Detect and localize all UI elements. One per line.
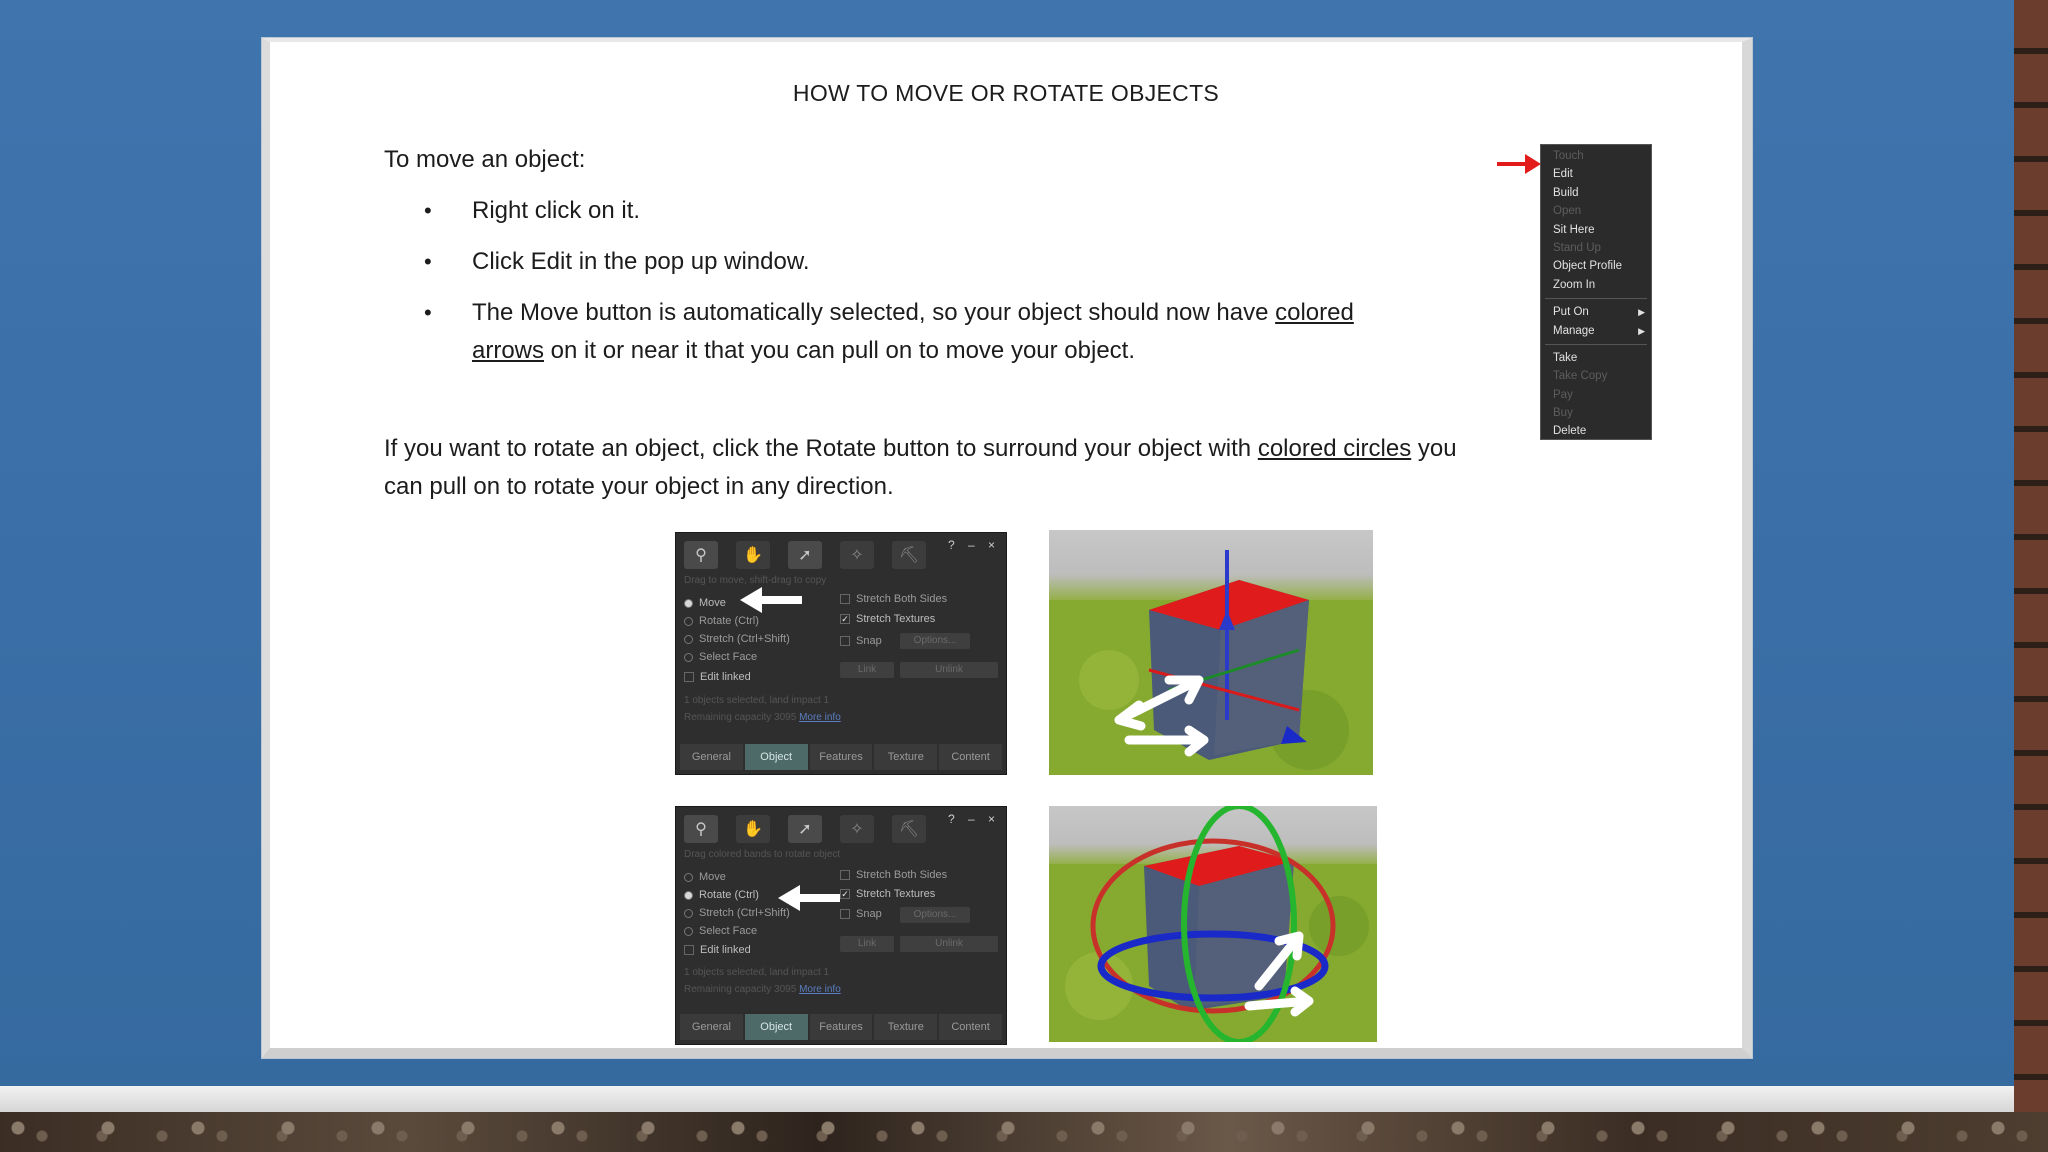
rotate-paragraph: If you want to rotate an object, click the Rotate button to surround your object with colored circles you can pull on to rotate your object in any direction.: [384, 435, 1457, 500]
menu-item-build[interactable]: Build: [1553, 186, 1579, 199]
selection-status: 1 objects selected, land impact 1: [684, 967, 830, 978]
bulldozer-icon: ⛏: [898, 821, 920, 838]
checkbox-icon: [840, 636, 850, 646]
radio-selected-icon: [684, 891, 693, 900]
presentation-slide: [262, 38, 1752, 1058]
link-button[interactable]: Link: [840, 662, 894, 678]
pointer-icon: ➚: [798, 821, 812, 838]
hand-icon: ✋: [743, 547, 763, 564]
select-face-radio[interactable]: Select Face: [684, 925, 757, 937]
submenu-arrow-icon: ▶: [1638, 307, 1645, 318]
cube-with-move-arrows-image: [1049, 530, 1373, 775]
edit-linked-checkbox[interactable]: Edit linked: [684, 944, 751, 956]
move-arrows-scene: [1049, 530, 1373, 775]
menu-item-take-copy: Take Copy: [1553, 370, 1608, 383]
colored-arrows-link[interactable]: colored arrows: [472, 299, 1354, 364]
capacity-status: Remaining capacity 3095 More info: [684, 712, 841, 723]
stretch-textures-checkbox[interactable]: ✓ Stretch Textures: [841, 888, 936, 900]
snap-checkbox[interactable]: Snap: [840, 908, 882, 920]
wand-icon: ✧: [850, 547, 864, 564]
tab-general[interactable]: General: [680, 744, 743, 770]
create-tool-button[interactable]: [840, 541, 874, 569]
submenu-arrow-icon: ▶: [1638, 325, 1645, 336]
stretch-radio[interactable]: Stretch (Ctrl+Shift): [684, 633, 790, 645]
rotate-circles-scene: [1049, 806, 1377, 1042]
radio-icon: [684, 617, 693, 626]
wand-icon: ✧: [850, 821, 864, 838]
wall-ledge: [0, 1086, 2014, 1112]
checkbox-icon: [840, 870, 850, 880]
menu-item-delete[interactable]: Delete: [1553, 425, 1587, 438]
cube-with-rotate-rings-image: [1049, 806, 1377, 1042]
brick-wall-edge: [2014, 0, 2048, 1112]
edit-tool-button[interactable]: [788, 815, 822, 843]
snap-checkbox[interactable]: Snap: [840, 635, 882, 647]
stretch-textures-checkbox[interactable]: ✓ Stretch Textures: [841, 613, 936, 625]
unlink-button[interactable]: Unlink: [900, 936, 998, 952]
menu-item-take[interactable]: Take: [1553, 351, 1578, 364]
magnifier-icon: ⚲: [695, 821, 707, 838]
capacity-status: Remaining capacity 3095 More info: [684, 984, 841, 995]
stretch-both-sides-checkbox[interactable]: Stretch Both Sides: [840, 869, 947, 881]
bullet-icon: •: [424, 300, 432, 325]
radio-icon: [684, 873, 693, 882]
tool-buttons: [684, 815, 926, 843]
slide-title: HOW TO MOVE OR ROTATE OBJECTS: [792, 80, 1220, 106]
tab-texture[interactable]: Texture: [874, 744, 937, 770]
pointer-icon: ➚: [798, 547, 812, 564]
unlink-button[interactable]: Unlink: [900, 662, 998, 678]
window-controls[interactable]: ? – ×: [947, 538, 1000, 552]
list-item: • Right click on it.: [424, 192, 1424, 230]
edit-linked-checkbox[interactable]: Edit linked: [684, 671, 751, 683]
bullet-icon: •: [424, 198, 432, 223]
select-face-radio[interactable]: Select Face: [684, 651, 757, 663]
tab-texture[interactable]: Texture: [874, 1014, 937, 1040]
radio-icon: [684, 927, 693, 936]
hand-icon: ✋: [743, 821, 763, 838]
tab-general[interactable]: General: [680, 1014, 743, 1040]
tab-object[interactable]: Object: [745, 1014, 808, 1040]
more-info-link[interactable]: More info: [799, 712, 841, 723]
link-button[interactable]: Link: [840, 936, 894, 952]
radio-selected-icon: [684, 599, 693, 608]
checkbox-icon: [840, 594, 850, 604]
move-tool-button[interactable]: [736, 815, 770, 843]
window-controls[interactable]: ? – ×: [947, 812, 1000, 826]
move-tool-button[interactable]: [736, 541, 770, 569]
land-tool-button[interactable]: [892, 541, 926, 569]
menu-item-touch: Touch: [1553, 150, 1584, 162]
tab-content[interactable]: Content: [939, 1014, 1002, 1040]
white-pointer-arrow-icon: [776, 883, 842, 913]
build-panel-rotate: [675, 806, 1007, 1045]
menu-item-zoom-in[interactable]: Zoom In: [1553, 278, 1596, 291]
white-pointer-arrow-icon: [738, 585, 804, 615]
move-radio[interactable]: Move: [684, 597, 726, 609]
tool-hint: Drag colored bands to rotate object: [684, 849, 841, 860]
stretch-radio[interactable]: Stretch (Ctrl+Shift): [684, 907, 790, 919]
move-steps-list: [424, 192, 1424, 383]
bulldozer-icon: ⛏: [898, 547, 920, 564]
context-menu: [1540, 144, 1652, 440]
tab-object[interactable]: Object: [745, 744, 808, 770]
menu-item-object-profile[interactable]: Object Profile: [1553, 260, 1623, 273]
tab-features[interactable]: Features: [810, 1014, 873, 1040]
tab-features[interactable]: Features: [810, 744, 873, 770]
radio-icon: [684, 635, 693, 644]
checkmark-icon: ✓: [841, 889, 849, 900]
move-heading: To move an object:: [384, 146, 586, 173]
move-radio[interactable]: Move: [684, 871, 726, 883]
options-button[interactable]: Options...: [900, 907, 970, 923]
stone-floor: [0, 1112, 2048, 1152]
panel-tabs: [680, 1014, 1002, 1040]
radio-icon: [684, 909, 693, 918]
menu-separator: [1545, 344, 1647, 345]
checkbox-icon: [684, 672, 694, 682]
colored-circles-link[interactable]: colored circles: [1257, 435, 1412, 462]
create-tool-button[interactable]: [840, 815, 874, 843]
list-item: • The Move button is automatically selected, so your object should now have colored arrows on it or near it that you can pull on to move your object.: [424, 294, 1424, 370]
menu-item-put-on[interactable]: Put On ▶: [1541, 303, 1651, 321]
menu-item-manage[interactable]: Manage ▶: [1541, 322, 1651, 340]
more-info-link[interactable]: More info: [799, 984, 841, 995]
list-item: • Click Edit in the pop up window.: [424, 243, 1424, 281]
menu-item-buy: Buy: [1553, 407, 1573, 420]
panel-tabs: [680, 744, 1002, 770]
checkbox-icon: [684, 945, 694, 955]
radio-icon: [684, 653, 693, 662]
options-button[interactable]: Options...: [900, 633, 970, 649]
magnifier-icon: ⚲: [695, 547, 707, 564]
tool-buttons: [684, 541, 926, 569]
red-pointer-arrow-icon: [1495, 150, 1543, 178]
rotate-radio[interactable]: Rotate (Ctrl): [684, 615, 759, 627]
menu-item-stand-up: Stand Up: [1553, 241, 1601, 254]
land-tool-button[interactable]: [892, 815, 926, 843]
bullet-icon: •: [424, 249, 432, 274]
checkmark-icon: ✓: [841, 614, 849, 625]
rotate-radio[interactable]: Rotate (Ctrl): [684, 889, 759, 901]
menu-separator: [1545, 298, 1647, 299]
menu-item-sit-here[interactable]: Sit Here: [1553, 223, 1595, 236]
menu-item-open: Open: [1553, 205, 1582, 218]
tab-content[interactable]: Content: [939, 744, 1002, 770]
menu-item-edit[interactable]: Edit: [1553, 168, 1573, 181]
stretch-both-sides-checkbox[interactable]: Stretch Both Sides: [840, 593, 947, 605]
tool-hint: Drag to move, shift-drag to copy: [684, 575, 827, 586]
selection-status: 1 objects selected, land impact 1: [684, 695, 830, 706]
focus-tool-button[interactable]: [684, 815, 718, 843]
menu-item-pay: Pay: [1553, 388, 1573, 401]
build-panel-move: [675, 532, 1007, 775]
edit-tool-button[interactable]: [788, 541, 822, 569]
focus-tool-button[interactable]: [684, 541, 718, 569]
